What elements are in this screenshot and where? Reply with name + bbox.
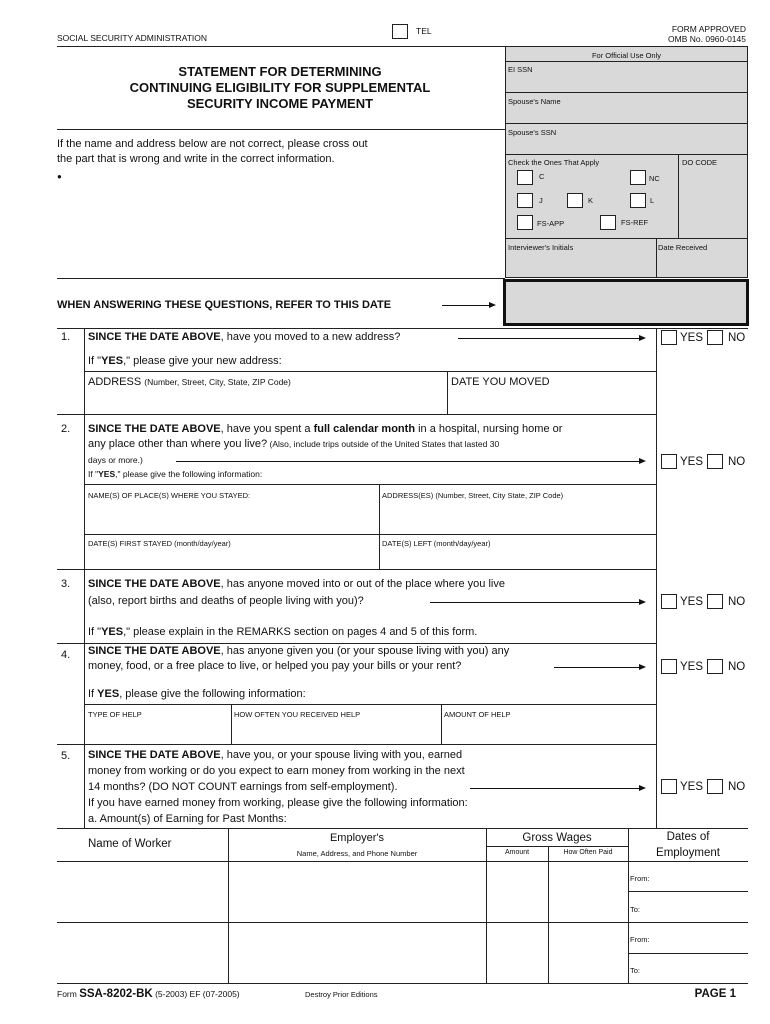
q1-no-label: NO [728, 332, 746, 344]
check-c-label: C [539, 172, 545, 181]
to-label: To: [630, 905, 641, 914]
q5-text-line5: a. Amount(s) of Earning for Past Months: [88, 813, 287, 825]
q4-often-label: HOW OFTEN YOU RECEIVED HELP [234, 710, 361, 719]
q4-yes-label: YES [680, 661, 704, 673]
q3-no-label: NO [728, 596, 746, 608]
check-fs-app[interactable] [517, 215, 533, 230]
q5-yes-label: YES [680, 781, 704, 793]
q2-yes-checkbox[interactable] [661, 454, 677, 469]
refer-date-field[interactable] [503, 279, 749, 326]
q1-text: SINCE THE DATE ABOVE, have you moved to a new address? [88, 331, 401, 343]
q2-if-yes: If "YES," please give the following information: [88, 469, 263, 479]
q5-number: 5. [61, 750, 71, 762]
q5-text-line2: money from working or do you expect to earn money from working in the next [88, 765, 465, 777]
q1-yes-label: YES [680, 332, 704, 344]
agency-name: SOCIAL SECURITY ADMINISTRATION [57, 33, 208, 43]
q2-left-label: DATE(S) LEFT (month/day/year) [382, 539, 491, 548]
q2-number: 2. [61, 423, 71, 435]
q5-yes-checkbox[interactable] [661, 779, 677, 794]
form-number: Form SSA-8202-BK (5-2003) EF (07-2005) [57, 988, 240, 1000]
q2-no-label: NO [728, 456, 746, 468]
q2-address-label: ADDRESS(ES) (Number, Street, City State, ZIP Code) [382, 491, 564, 500]
q1-address-label: ADDRESS (Number, Street, City, State, ZIP Code) [88, 376, 291, 388]
check-j[interactable] [517, 193, 533, 208]
earnings-employment-header: Employment [656, 847, 720, 859]
q1-no-checkbox[interactable] [707, 330, 723, 345]
earnings-amount-header: Amount [504, 849, 530, 856]
q1-yes-checkbox[interactable] [661, 330, 677, 345]
q4-no-checkbox[interactable] [707, 659, 723, 674]
title-line: SECURITY INCOME PAYMENT [186, 96, 374, 111]
arrow-icon [430, 602, 644, 603]
check-k-label: K [588, 196, 594, 205]
q2-text-line2: any place other than where you live? (Also, include trips outside of the United States that lasted 30 [88, 438, 500, 450]
q3-yes-checkbox[interactable] [661, 594, 677, 609]
check-nc-label: NC [649, 174, 660, 183]
q3-if-yes: If "YES," please explain in the REMARKS section on pages 4 and 5 of this form. [88, 626, 478, 638]
arrow-icon [554, 667, 644, 668]
earnings-worker-header: Name of Worker [88, 838, 172, 850]
q1-date-moved-label: DATE YOU MOVED [451, 376, 550, 388]
q2-places-label: NAME(S) OF PLACE(S) WHERE YOU STAYED: [88, 491, 251, 500]
q3-number: 3. [61, 578, 71, 590]
q1-if-yes: If "YES," please give your new address: [88, 355, 282, 367]
arrow-icon [176, 461, 644, 462]
q4-yes-checkbox[interactable] [661, 659, 677, 674]
tel-label: TEL [416, 26, 432, 36]
arrow-icon [470, 788, 644, 789]
earnings-gross-header: Gross Wages [522, 832, 592, 844]
from-label: From: [630, 874, 650, 883]
q1-number: 1. [61, 331, 71, 343]
check-fs-ref-label: FS-REF [621, 218, 649, 227]
q4-no-label: NO [728, 661, 746, 673]
ei-ssn-label: EI SSN [508, 65, 533, 74]
page-number: PAGE 1 [694, 988, 736, 1000]
q5-text-line3: 14 months? (DO NOT COUNT earnings from self-employment). [88, 781, 398, 793]
earnings-employer-sub: Name, Address, and Phone Number [296, 849, 418, 858]
q5-text-line4: If you have earned money from working, please give the following information: [88, 797, 468, 809]
q4-if-yes: If YES, please give the following information: [88, 688, 306, 700]
refer-date-label: WHEN ANSWERING THESE QUESTIONS, REFER TO THIS DATE [57, 299, 392, 311]
spouse-name-label: Spouse's Name [508, 97, 561, 106]
q3-yes-label: YES [680, 596, 704, 608]
q4-type-label: TYPE OF HELP [88, 710, 142, 719]
check-l-label: L [650, 196, 655, 205]
q5-no-label: NO [728, 781, 746, 793]
q3-no-checkbox[interactable] [707, 594, 723, 609]
q2-no-checkbox[interactable] [707, 454, 723, 469]
tel-checkbox[interactable] [392, 24, 408, 39]
official-use-title: For Official Use Only [591, 51, 662, 60]
check-c[interactable] [517, 170, 533, 185]
check-fs-ref[interactable] [600, 215, 616, 230]
q2-yes-label: YES [680, 456, 704, 468]
check-l[interactable] [630, 193, 646, 208]
address-note: If the name and address below are not correct, please cross out the part that is wrong and write in the correct information. [57, 138, 368, 165]
q2-text-line3: days or more.) [88, 455, 143, 465]
check-fs-app-label: FS-APP [537, 219, 565, 228]
q4-number: 4. [61, 649, 71, 661]
q3-text: SINCE THE DATE ABOVE, has anyone moved into or out of the place where you live [88, 578, 505, 590]
q4-amount-label: AMOUNT OF HELP [444, 710, 511, 719]
earnings-how-often-header: How Often Paid [563, 849, 613, 856]
do-code-label: DO CODE [682, 158, 718, 167]
earnings-dates-header: Dates of [666, 831, 710, 843]
to-label: To: [630, 966, 641, 975]
interviewer-initials-label: Interviewer's Initials [508, 243, 574, 252]
omb-number: OMB No. 0960-0145 [668, 34, 746, 44]
title-line: STATEMENT FOR DETERMINING [178, 64, 382, 79]
check-k[interactable] [567, 193, 583, 208]
q3-text-line2: (also, report births and deaths of people living with you)? [88, 595, 364, 607]
earnings-employer-header: Employer's [329, 832, 385, 844]
destroy-note: Destroy Prior Editions [305, 990, 378, 999]
bullet-icon: ● [57, 172, 62, 181]
title-line: CONTINUING ELIGIBILITY FOR SUPPLEMENTAL [129, 80, 431, 95]
q5-text: SINCE THE DATE ABOVE, have you, or your spouse living with you, earned [88, 749, 463, 761]
check-j-label: J [539, 196, 543, 205]
arrow-icon [458, 338, 644, 339]
q5-no-checkbox[interactable] [707, 779, 723, 794]
date-received-label: Date Received [658, 243, 708, 252]
from-label: From: [630, 935, 650, 944]
q2-first-stayed-label: DATE(S) FIRST STAYED (month/day/year) [88, 539, 231, 548]
form-title [57, 64, 503, 112]
form-approved: FORM APPROVED [671, 24, 746, 34]
check-apply-label: Check the Ones That Apply [508, 158, 600, 167]
q2-text: SINCE THE DATE ABOVE, have you spent a full calendar month in a hospital, nursing home or [88, 423, 563, 435]
spouse-ssn-label: Spouse's SSN [508, 128, 557, 137]
arrow-icon [442, 305, 494, 306]
q4-text: SINCE THE DATE ABOVE, has anyone given you (or your spouse living with you) any [88, 645, 510, 657]
check-nc[interactable] [630, 170, 646, 185]
q4-text-line2: money, food, or a free place to live, or helped you pay your bills or your rent? [88, 660, 462, 672]
